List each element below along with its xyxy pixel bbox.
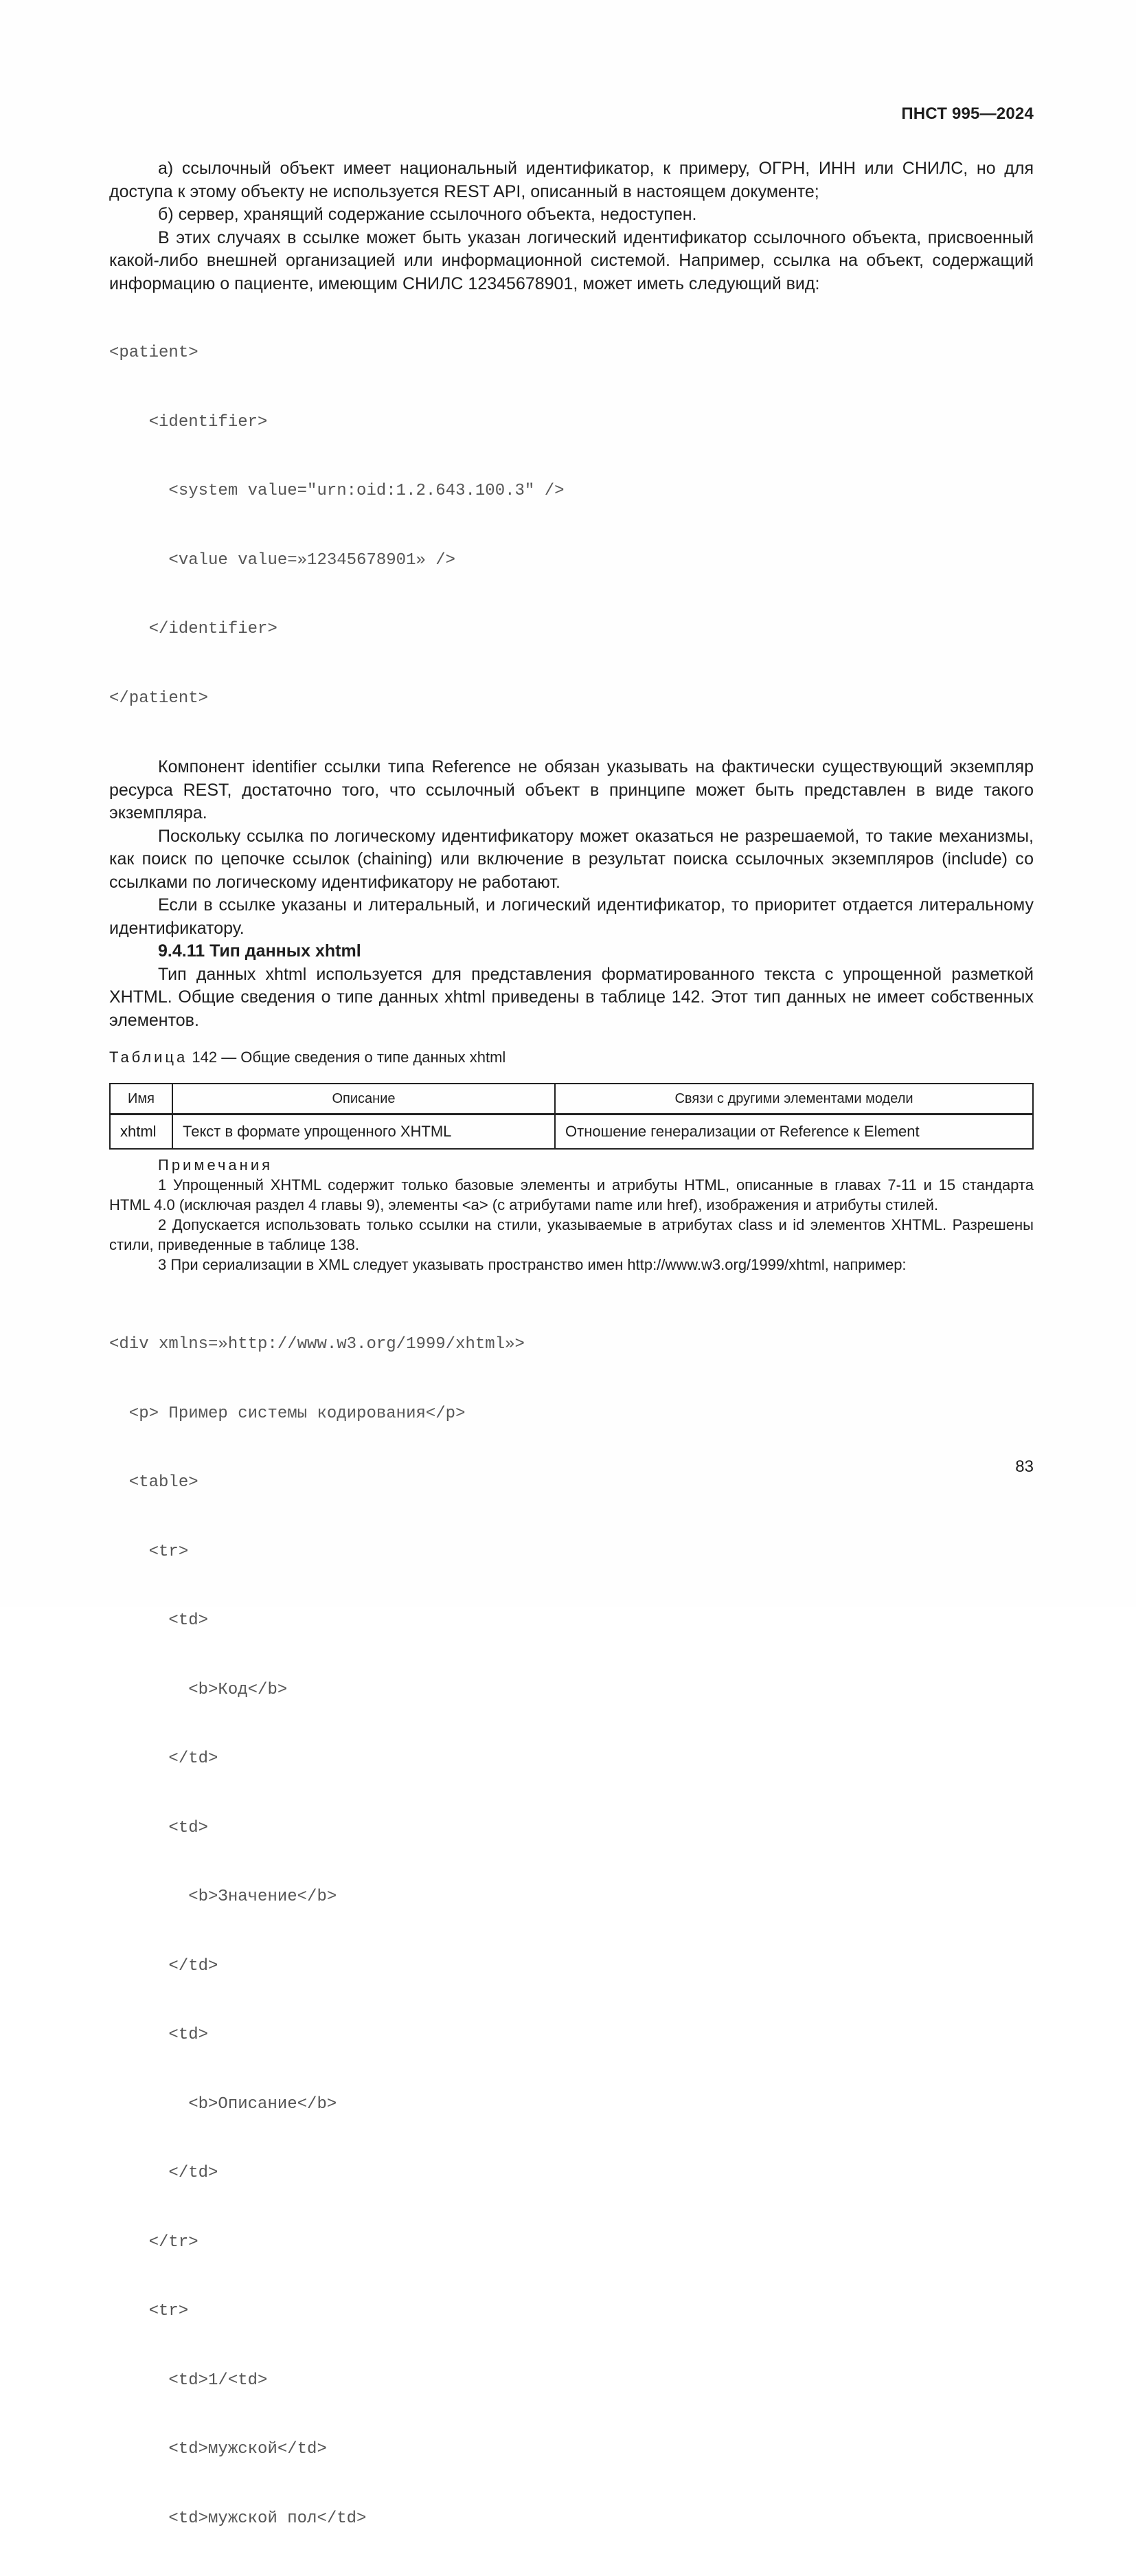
table-cell: xhtml: [110, 1115, 172, 1150]
table-cell: Отношение генерализации от Reference к Element: [555, 1115, 1033, 1150]
paragraph: В этих случаях в ссылке может быть указан логический идентификатор ссылочного объекта, присвоенный какой-либо внешней организацией или информационной системой. Например, ссылка на объект, содержащий информацию о пациенте, имеющим СНИЛС 12345678901, может иметь следующий вид:: [109, 227, 1034, 293]
code-line: <td>: [109, 2026, 209, 2044]
note-item: 2 Допускается использовать только ссылки на стили, указываемые в атрибутах class и id элементов XHTML. Разрешены стили, приведенные в таблице 138.: [109, 1216, 1034, 1253]
code-line: </td>: [109, 1749, 218, 1768]
code-line: <patient>: [109, 344, 198, 362]
code-line: </td>: [109, 1956, 218, 1975]
page-number: 83: [1015, 1457, 1034, 1476]
section-heading: 9.4.11 Тип данных xhtml: [158, 941, 361, 961]
code-line: <td>: [109, 1818, 209, 1837]
paragraph: а) ссылочный объект имеет национальный идентификатор, к примеру, ОГРН, ИНН или СНИЛС, но для доступа к этому объекту не используется REST API, описанный в настоящем документе;: [109, 159, 1034, 201]
notes-title: Примечания: [158, 1156, 273, 1174]
code-line: <b>Код</b>: [109, 1680, 288, 1699]
notes-section: [109, 1155, 1034, 1275]
document-id-header: ПНСТ 995—2024: [901, 104, 1034, 123]
code-line: </td>: [109, 2164, 218, 2182]
note-item: 1 Упрощенный XHTML содержит только базовые элементы и атрибуты HTML, описанные в главах 7-11 и 15 стандарта HTML 4.0 (исключая раздел 4 главы 9), элементы <a> (с атрибутами name или href), изображения и атрибуты стилей.: [109, 1176, 1034, 1213]
code-line: <td>мужской</td>: [109, 2440, 327, 2459]
table-caption: [109, 1047, 1034, 1068]
note-item: 3 При сериализации в XML следует указывать пространство имен http://www.w3.org/1999/xhtml, например:: [158, 1256, 907, 1273]
code-line: <identifier>: [109, 412, 268, 432]
paragraph: Если в ссылке указаны и литеральный, и логический идентификатор, то приоритет отдается литеральному идентификатору.: [109, 895, 1034, 938]
code-block-xhtml: [109, 1287, 1034, 2576]
page-content: [109, 157, 1034, 2576]
code-line: <tr>: [109, 1542, 189, 1561]
code-line: <tr>: [109, 2302, 189, 2320]
code-line: <value value=»12345678901» />: [109, 550, 456, 570]
data-table: [109, 1083, 1034, 1150]
table-cell: Текст в формате упрощенного XHTML: [172, 1115, 555, 1150]
table-header-cell: Описание: [172, 1084, 555, 1115]
table-header-cell: Имя: [110, 1084, 172, 1115]
code-line: <b>Описание</b>: [109, 2094, 337, 2114]
code-line: <div xmlns=»http://www.w3.org/1999/xhtml»>: [109, 1335, 525, 1354]
code-line: <system value="urn:oid:1.2.643.100.3" />: [109, 482, 565, 500]
code-line: <b>Значение</b>: [109, 1888, 337, 1906]
code-line: <p> Пример системы кодирования</p>: [109, 1404, 466, 1423]
code-line: </patient>: [109, 688, 209, 708]
table-row: [110, 1115, 1033, 1150]
table-header-row: [110, 1084, 1033, 1115]
table-header-cell: Связи с другими элементами модели: [555, 1084, 1033, 1115]
paragraph: Компонент identifier ссылки типа Reference не обязан указывать на фактически существующий экземпляр ресурса REST, достаточно того, что ссылочный объект в принципе может быть представлен в виде такого экземпляра.: [109, 757, 1034, 822]
code-line: <td>: [109, 1611, 209, 1630]
paragraph: Поскольку ссылка по логическому идентификатору может оказаться не разрешаемой, то такие механизмы, как поиск по цепочке ссылок (chaining) или включение в результат поиска ссылочных экземпляров (include) со ссылками по логическому идентификатору не работают.: [109, 826, 1034, 892]
table-caption-text: 142 — Общие сведения о типе данных xhtml: [188, 1049, 506, 1066]
code-line: <td>мужской пол</td>: [109, 2509, 367, 2528]
code-block-patient: [109, 295, 1034, 756]
code-line: <td>1/<td>: [109, 2371, 268, 2390]
paragraph: Тип данных xhtml используется для представления форматированного текста с упрощенной разметкой XHTML. Общие сведения о типе данных xhtml приведены в таблице 142. Этот тип данных не имеет собственных элементов.: [109, 964, 1034, 1030]
paragraph: б) сервер, хранящий содержание ссылочного объекта, недоступен.: [158, 205, 697, 224]
code-line: </tr>: [109, 2232, 198, 2252]
table-caption-label: Таблица: [109, 1049, 188, 1066]
code-line: <table>: [109, 1473, 198, 1492]
code-line: </identifier>: [109, 620, 277, 638]
